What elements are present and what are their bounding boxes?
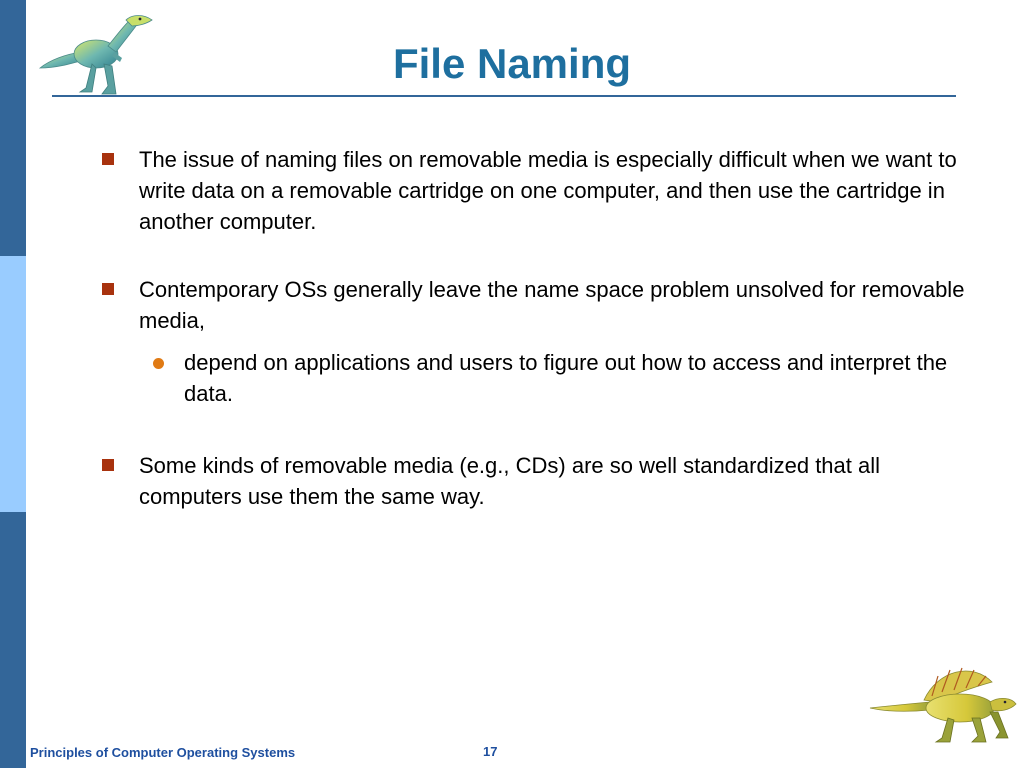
- sub-list-item: [100, 347, 980, 409]
- accent-bar-middle-segment: [0, 256, 26, 512]
- square-bullet-icon: [102, 283, 114, 295]
- bullet-list: [100, 144, 980, 512]
- square-bullet-icon: [102, 459, 114, 471]
- accent-bar-bottom-segment: [0, 512, 26, 768]
- dinosaur-icon: [868, 662, 1018, 746]
- page-number: 17: [483, 744, 498, 759]
- list-item: [100, 450, 980, 512]
- square-bullet-icon: [102, 153, 114, 165]
- footer-course-title: Principles of Computer Operating Systems: [30, 745, 296, 760]
- sub-list-item-text: depend on applications and users to figure out how to access and interpret the data.: [184, 350, 948, 406]
- round-bullet-icon: [153, 358, 164, 369]
- list-item: [100, 274, 980, 336]
- left-accent-bar: [0, 0, 26, 768]
- list-item: [100, 144, 980, 237]
- list-item-text: Contemporary OSs generally leave the name space problem unsolved for removable media,: [139, 277, 965, 333]
- list-item-text: The issue of naming files on removable media is especially difficult when we want to write data on a removable cartridge on one computer, and then use the cartridge in another computer.: [139, 147, 957, 234]
- page-title: File Naming: [392, 40, 632, 87]
- list-item-text: Some kinds of removable media (e.g., CDs) are so well standardized that all computers use them the same way.: [139, 453, 881, 509]
- title-divider: [52, 95, 956, 97]
